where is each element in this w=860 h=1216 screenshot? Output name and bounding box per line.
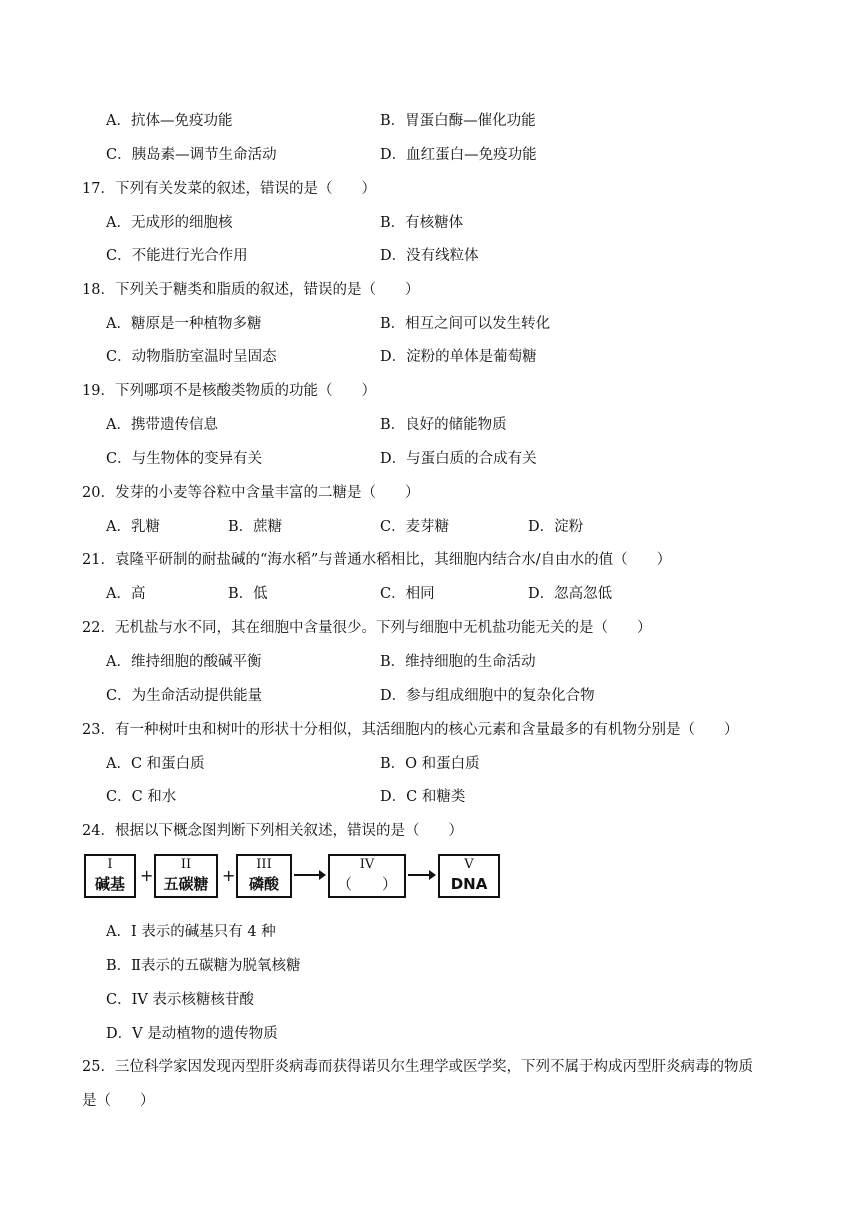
- diagram-box-4-label: （ ）: [336, 875, 397, 893]
- q21-option-c: C．相同: [380, 586, 435, 602]
- q23-option-c: C．C 和水: [106, 789, 177, 805]
- diagram-arrow-2: [408, 874, 430, 876]
- diagram-box-2: [154, 854, 218, 898]
- q24-option-c: C．IV 表示核糖核苷酸: [106, 992, 254, 1008]
- q19-option-a: A．携带遗传信息: [106, 417, 218, 433]
- diagram-box-2-numeral: II: [180, 857, 192, 872]
- q18-option-c: C．动物脂肪室温时呈固态: [106, 349, 277, 365]
- q16-option-a: A．抗体—免疫功能: [106, 113, 233, 129]
- q22-option-c: C．为生命活动提供能量: [106, 688, 263, 704]
- q20-option-c: C．麦芽糖: [380, 519, 450, 535]
- q25-stem-line2: 是（ ）: [82, 1093, 155, 1109]
- diagram-arrow-1: [294, 874, 320, 876]
- q24-stem: 24．根据以下概念图判断下列相关叙述，错误的是（ ）: [82, 823, 463, 839]
- q17-option-a: A．无成形的细胞核: [106, 215, 233, 231]
- q22-option-b: B．维持细胞的生命活动: [380, 654, 536, 670]
- q20-stem: 20．发芽的小麦等谷粒中含量丰富的二糖是（ ）: [82, 485, 420, 501]
- q19-option-b: B．良好的储能物质: [380, 417, 507, 433]
- q19-stem: 19．下列哪项不是核酸类物质的功能（ ）: [82, 383, 376, 399]
- q23-option-d: D．C 和糖类: [380, 789, 466, 805]
- q21-option-d: D．忽高忽低: [528, 586, 613, 602]
- q21-stem: 21．袁隆平研制的耐盐碱的“海水稻”与普通水稻相比，其细胞内结合水/自由水的值（ ）: [82, 552, 672, 568]
- q17-option-c: C．不能进行光合作用: [106, 248, 248, 264]
- q21-option-a: A．高: [106, 586, 146, 602]
- diagram-box-3: [236, 854, 292, 898]
- q16-option-d: D．血红蛋白—免疫功能: [380, 147, 537, 163]
- diagram-box-4: [328, 854, 406, 898]
- q20-option-a: A．乳糖: [106, 519, 160, 535]
- q20-option-d: D．淀粉: [528, 519, 584, 535]
- diagram-plus-2: +: [222, 866, 236, 885]
- diagram-box-5-label: DNA: [450, 875, 488, 893]
- q22-stem: 22．无机盐与水不同，其在细胞中含量很少。下列与细胞中无机盐功能无关的是（ ）: [82, 620, 652, 636]
- q16-option-b: B．胃蛋白酶—催化功能: [380, 113, 536, 129]
- q18-option-d: D．淀粉的单体是葡萄糖: [380, 349, 537, 365]
- q18-stem: 18．下列关于糖类和脂质的叙述，错误的是（ ）: [82, 282, 420, 298]
- q16-option-c: C．胰岛素—调节生命活动: [106, 147, 277, 163]
- diagram-box-2-label: 五碳糖: [163, 875, 209, 893]
- q24-option-b: B．Ⅱ表示的五碳糖为脱氧核糖: [106, 958, 301, 974]
- q22-option-d: D．参与组成细胞中的复杂化合物: [380, 688, 595, 704]
- diagram-box-1-numeral: I: [107, 857, 113, 872]
- q19-option-d: D．与蛋白质的合成有关: [380, 451, 537, 467]
- q21-option-b: B．低: [228, 586, 268, 602]
- q22-option-a: A．维持细胞的酸碱平衡: [106, 654, 262, 670]
- q17-option-d: D．没有线粒体: [380, 248, 479, 264]
- diagram-box-5: [438, 854, 500, 898]
- q23-option-a: A．C 和蛋白质: [106, 756, 205, 772]
- diagram-plus-1: +: [140, 866, 154, 885]
- q17-stem: 17．下列有关发菜的叙述，错误的是（ ）: [82, 181, 376, 197]
- diagram-box-1: [84, 854, 136, 898]
- concept-diagram: [82, 852, 502, 904]
- q18-option-b: B．相互之间可以发生转化: [380, 316, 551, 332]
- q20-option-b: B．蔗糖: [228, 519, 283, 535]
- q25-stem-line1: 25．三位科学家因发现丙型肝炎病毒而获得诺贝尔生理学或医学奖，下列不属于构成丙型肝炎病毒的物质: [82, 1059, 753, 1075]
- diagram-box-3-numeral: III: [256, 857, 272, 872]
- diagram-box-1-label: 碱基: [94, 875, 125, 893]
- q19-option-c: C．与生物体的变异有关: [106, 451, 263, 467]
- q23-option-b: B．O 和蛋白质: [380, 756, 480, 772]
- diagram-box-3-label: 磷酸: [248, 875, 279, 893]
- diagram-box-5-numeral: V: [464, 857, 474, 872]
- q18-option-a: A．糖原是一种植物多糖: [106, 316, 262, 332]
- q17-option-b: B．有核糖体: [380, 215, 464, 231]
- q24-option-a: A．I 表示的碱基只有 4 种: [106, 924, 276, 940]
- q24-option-d: D．V 是动植物的遗传物质: [106, 1026, 278, 1042]
- q23-stem: 23．有一种树叶虫和树叶的形状十分相似，其活细胞内的核心元素和含量最多的有机物分别是（ ）: [82, 722, 739, 738]
- diagram-box-4-numeral: IV: [359, 857, 375, 872]
